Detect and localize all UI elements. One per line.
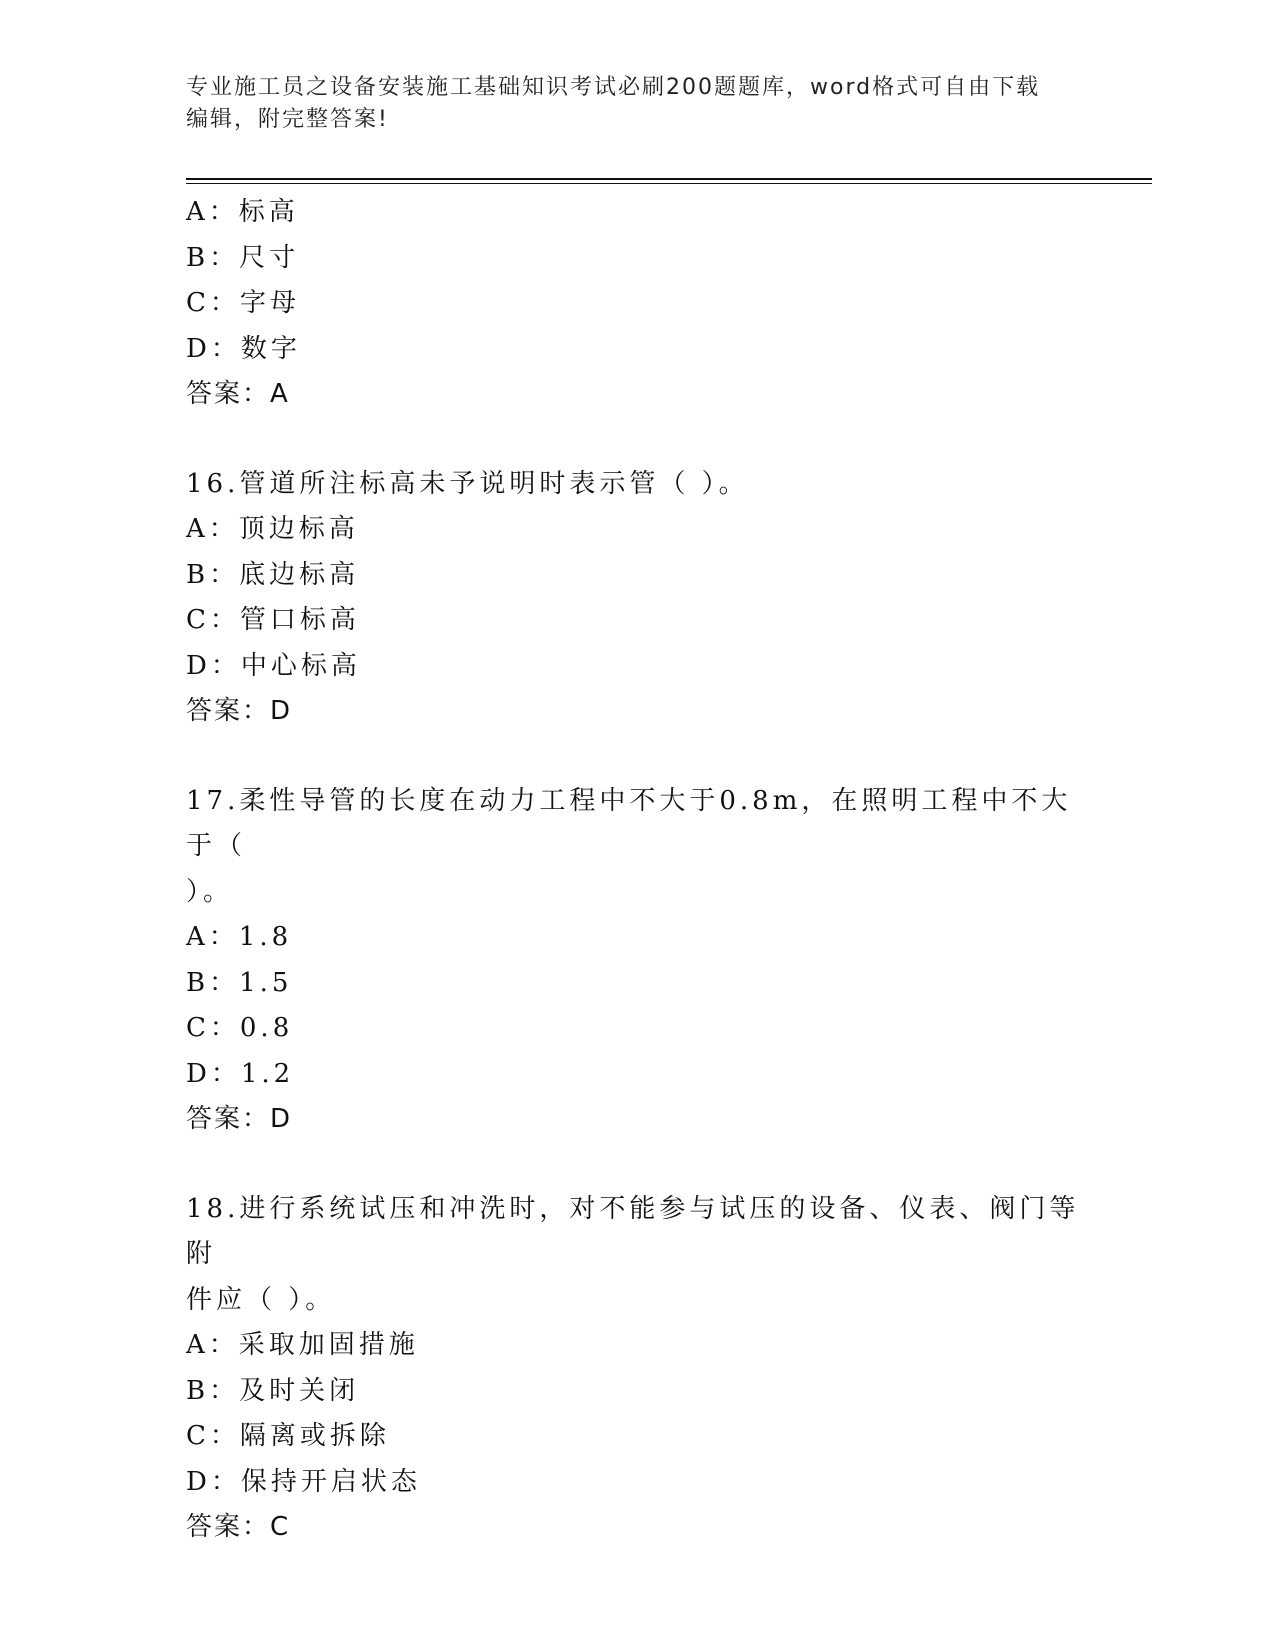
question-text-line-1: 17.柔性导管的长度在动力工程中不大于0.8m，在照明工程中不大于（	[186, 785, 1072, 861]
question-text	[186, 1187, 1086, 1324]
option-a: A：采取加固措施	[186, 1330, 419, 1360]
option-c: C：管口标高	[186, 605, 360, 635]
option-a: A：标高	[186, 197, 299, 227]
question-block-16	[186, 462, 1086, 735]
option-d: D：1.2	[186, 1058, 295, 1089]
answer-line: 答案：A	[186, 379, 290, 409]
question-block-18	[186, 1187, 1086, 1551]
option-b: B：尺寸	[186, 242, 300, 273]
option-c: C：隔离或拆除	[186, 1421, 390, 1451]
answer-line: 答案：D	[186, 696, 293, 726]
option-a: A：顶边标高	[186, 514, 359, 544]
option-d: D：中心标高	[186, 650, 361, 681]
option-b: B：底边标高	[186, 559, 360, 590]
option-c: C：字母	[186, 288, 300, 318]
option-a: A：1.8	[186, 922, 293, 952]
option-d: D：数字	[186, 333, 301, 364]
document-header	[186, 72, 1066, 136]
header-title-line-2: 编辑，附完整答案!	[186, 107, 389, 132]
header-divider-thin	[186, 183, 1152, 184]
header-title-line-1: 专业施工员之设备安装施工基础知识考试必刷200题题库，word格式可自由下载	[186, 75, 1041, 100]
option-b: B：1.5	[186, 967, 293, 998]
answer-line: 答案：C	[186, 1512, 291, 1542]
question-text	[186, 779, 1086, 916]
question-block-17	[186, 779, 1086, 1143]
question-text: 16.管道所注标高未予说明时表示管（ ）。	[186, 468, 749, 499]
question-text-line-2: ）。	[186, 876, 234, 907]
question-list	[186, 190, 1086, 1551]
answer-line: 答案：D	[186, 1104, 293, 1134]
question-text-line-1: 18.进行系统试压和冲洗时，对不能参与试压的设备、仪表、阀门等附	[186, 1193, 1080, 1269]
option-d: D：保持开启状态	[186, 1466, 421, 1497]
header-divider-thick	[186, 178, 1152, 180]
question-text-line-2: 件应（ ）。	[186, 1284, 336, 1315]
option-c: C：0.8	[186, 1013, 294, 1043]
question-block-15	[186, 190, 1086, 418]
option-b: B：及时关闭	[186, 1375, 360, 1406]
